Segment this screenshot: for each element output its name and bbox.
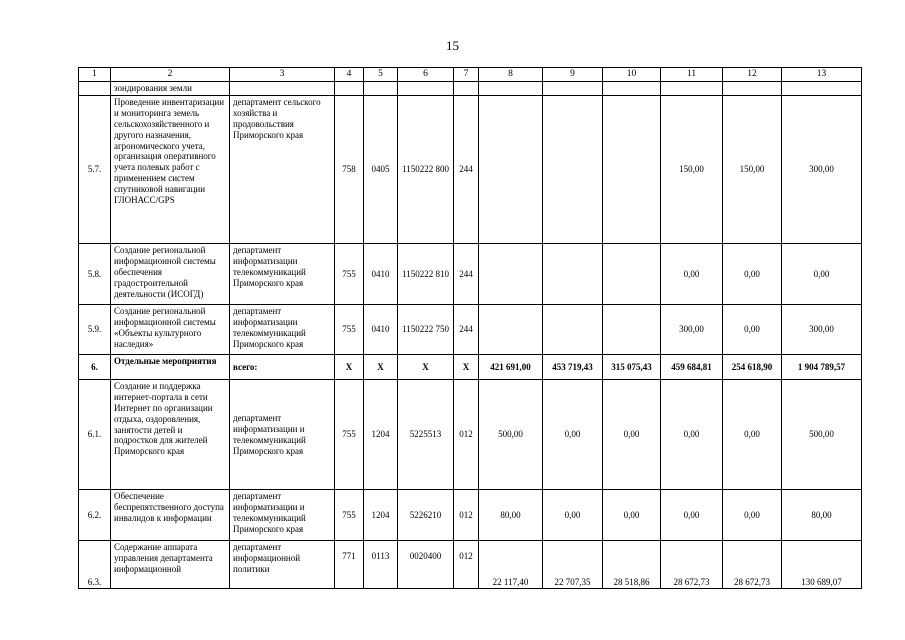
cell-c6: 5226210 — [398, 490, 454, 541]
cell-c10 — [603, 305, 661, 355]
col-header: 1 — [79, 68, 111, 82]
cell-c10: 0,00 — [603, 490, 661, 541]
cell-c8: 80,00 — [479, 490, 543, 541]
cell-c4: 755 — [335, 490, 364, 541]
cell-c4: Х — [335, 355, 364, 380]
cell-c9: 453 719,43 — [543, 355, 603, 380]
cell-c11: 0,00 — [661, 244, 723, 305]
table-row — [79, 541, 862, 589]
cell-c5: 0405 — [364, 96, 398, 244]
cell-c13: 300,00 — [782, 96, 862, 244]
cell-c11: 0,00 — [661, 490, 723, 541]
cell-c13: 0,00 — [782, 244, 862, 305]
table-row — [79, 244, 862, 305]
col-header: 5 — [364, 68, 398, 82]
cell-c9: 0,00 — [543, 490, 603, 541]
col-header: 4 — [335, 68, 364, 82]
cell-c12: 0,00 — [723, 380, 782, 490]
cell-c9: 0,00 — [543, 380, 603, 490]
col-header: 2 — [111, 68, 230, 82]
col-header: 13 — [782, 68, 862, 82]
cell-c11: 0,00 — [661, 380, 723, 490]
department: департамент информатизации телекоммуникаций Приморского края — [230, 305, 335, 355]
cell-c4: 755 — [335, 305, 364, 355]
cell-c8 — [479, 244, 543, 305]
table-row — [79, 380, 862, 490]
row-number: 6.1. — [79, 380, 111, 490]
row-number: 6. — [79, 355, 111, 380]
row-number: 5.8. — [79, 244, 111, 305]
cell-c11: 28 672,73 — [661, 541, 723, 589]
cell-c9 — [543, 305, 603, 355]
cell-c9: 22 707,35 — [543, 541, 603, 589]
department: всего: — [230, 355, 335, 380]
row-number: 6.2. — [79, 490, 111, 541]
cell-c10: 315 075,43 — [603, 355, 661, 380]
cell-c5: Х — [364, 355, 398, 380]
cell-c5: 1204 — [364, 380, 398, 490]
cell-c12: 0,00 — [723, 305, 782, 355]
cell-c11: 150,00 — [661, 96, 723, 244]
cell-c8 — [479, 305, 543, 355]
col-header: 8 — [479, 68, 543, 82]
cell-c13: 80,00 — [782, 490, 862, 541]
cell-c12: 0,00 — [723, 490, 782, 541]
col-header: 6 — [398, 68, 454, 82]
row-number: 6.3. — [79, 541, 111, 589]
activity-name: Создание и поддержка интернет-портала в сети Интернет по организации отдыха, оздоровления, занятости детей и подростков для жителей Приморского края — [111, 380, 230, 490]
budget-table — [78, 67, 862, 589]
cell-c8: 421 691,00 — [479, 355, 543, 380]
cell-c10: 0,00 — [603, 380, 661, 490]
cell-c4: 758 — [335, 96, 364, 244]
cell-c6: 1150222 810 — [398, 244, 454, 305]
cell-c11: 300,00 — [661, 305, 723, 355]
activity-name: Содержание аппарата управления департамента информационной — [111, 541, 230, 589]
row-number: 5.7. — [79, 96, 111, 244]
cell-c9 — [543, 244, 603, 305]
cell-c10: 28 518,86 — [603, 541, 661, 589]
cell-c5: 0410 — [364, 244, 398, 305]
continuation-text: зондирования земли — [111, 82, 230, 96]
cell-c12: 150,00 — [723, 96, 782, 244]
cell-c5: 1204 — [364, 490, 398, 541]
cell-c7: 012 — [454, 541, 479, 589]
cell-c7: 244 — [454, 305, 479, 355]
activity-name: Проведение инвентаризации и мониторинга земель сельскохозяйственного и другого назначения, агрономического учета, организация оперативного учета полевых работ с применением систем спутниковой навигации ГЛОНАСС/GPS — [111, 96, 230, 244]
col-header: 12 — [723, 68, 782, 82]
activity-name: Отдельные мероприятия — [111, 355, 230, 380]
cell-c6: 5225513 — [398, 380, 454, 490]
cell-c7: 244 — [454, 96, 479, 244]
cell-c12: 254 618,90 — [723, 355, 782, 380]
cell-c7: 012 — [454, 490, 479, 541]
continuation-row — [79, 82, 862, 96]
department: департамент информационной политики — [230, 541, 335, 589]
cell-c8 — [479, 96, 543, 244]
cell-c5: 0410 — [364, 305, 398, 355]
cell-c6: Х — [398, 355, 454, 380]
department: департамент сельского хозяйства и продовольствия Приморского края — [230, 96, 335, 244]
column-number-row — [79, 68, 862, 82]
cell-c7: 012 — [454, 380, 479, 490]
cell-c4: 755 — [335, 380, 364, 490]
department: департамент информатизации телекоммуникаций Приморского края — [230, 244, 335, 305]
department: департамент информатизации и телекоммуникаций Приморского края — [230, 380, 335, 490]
table-row-total — [79, 355, 862, 380]
cell-c7: 244 — [454, 244, 479, 305]
cell-c6: 1150222 750 — [398, 305, 454, 355]
cell-c4: 755 — [335, 244, 364, 305]
cell-c4: 771 — [335, 541, 364, 589]
cell-c9 — [543, 96, 603, 244]
cell-c13: 300,00 — [782, 305, 862, 355]
cell-c5: 0113 — [364, 541, 398, 589]
cell-c8: 22 117,40 — [479, 541, 543, 589]
cell-c8: 500,00 — [479, 380, 543, 490]
cell-c7: Х — [454, 355, 479, 380]
cell-c13: 500,00 — [782, 380, 862, 490]
activity-name: Обеспечение беспрепятственного доступа инвалидов к информации — [111, 490, 230, 541]
page-number: 15 — [446, 38, 459, 53]
col-header: 3 — [230, 68, 335, 82]
col-header: 7 — [454, 68, 479, 82]
cell-c6: 0020400 — [398, 541, 454, 589]
table-row — [79, 490, 862, 541]
row-number: 5.9. — [79, 305, 111, 355]
cell-c12: 0,00 — [723, 244, 782, 305]
cell-c12: 28 672,73 — [723, 541, 782, 589]
col-header: 11 — [661, 68, 723, 82]
col-header: 10 — [603, 68, 661, 82]
cell-c11: 459 684,81 — [661, 355, 723, 380]
activity-name: Создание региональной информационной системы обеспечения градостроительной деятельности (ИСОГД) — [111, 244, 230, 305]
table-row — [79, 96, 862, 244]
cell-c10 — [603, 96, 661, 244]
department: департамент информатизации и телекоммуникаций Приморского края — [230, 490, 335, 541]
cell-c6: 1150222 800 — [398, 96, 454, 244]
table-row — [79, 305, 862, 355]
cell-c10 — [603, 244, 661, 305]
cell-c13: 1 904 789,57 — [782, 355, 862, 380]
cell-c13: 130 689,07 — [782, 541, 862, 589]
activity-name: Создание региональной информационной системы «Объекты культурного наследия» — [111, 305, 230, 355]
col-header: 9 — [543, 68, 603, 82]
